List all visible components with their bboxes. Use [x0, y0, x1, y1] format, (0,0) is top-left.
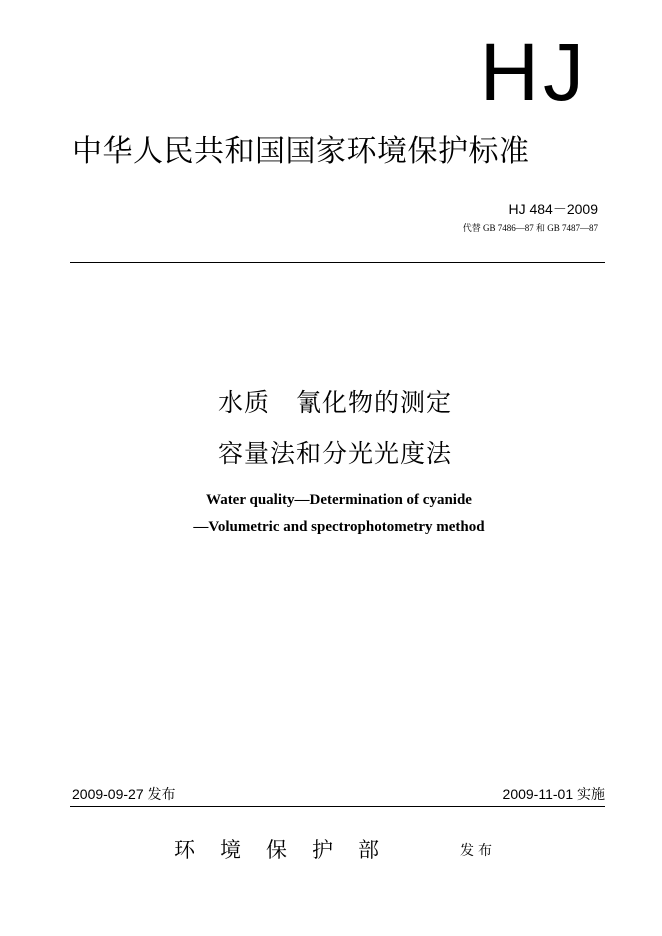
issue-date: 2009-09-27 发布: [72, 786, 176, 802]
standard-title: 中华人民共和国国家环境保护标准: [72, 134, 530, 169]
replaces-note: 代替 GB 7486—87 和 GB 7487—87: [462, 223, 598, 233]
issuer-suffix: 发布: [460, 843, 496, 859]
english-title-line-1: Water quality—Determination of cyanide: [206, 492, 472, 508]
bottom-divider: [70, 806, 605, 807]
top-divider: [70, 262, 605, 263]
chinese-title-line-1: 水质 氰化物的测定: [217, 388, 452, 417]
hj-logo: HJ: [479, 27, 588, 118]
english-title-line-2: —Volumetric and spectrophotometry method: [193, 519, 485, 535]
implementation-date: 2009-11-01 实施: [502, 786, 605, 802]
chinese-title-line-2: 容量法和分光光度法: [217, 439, 452, 468]
issuer-name: 环境保护部: [174, 838, 404, 862]
standard-number: HJ 484－2009: [508, 201, 598, 217]
